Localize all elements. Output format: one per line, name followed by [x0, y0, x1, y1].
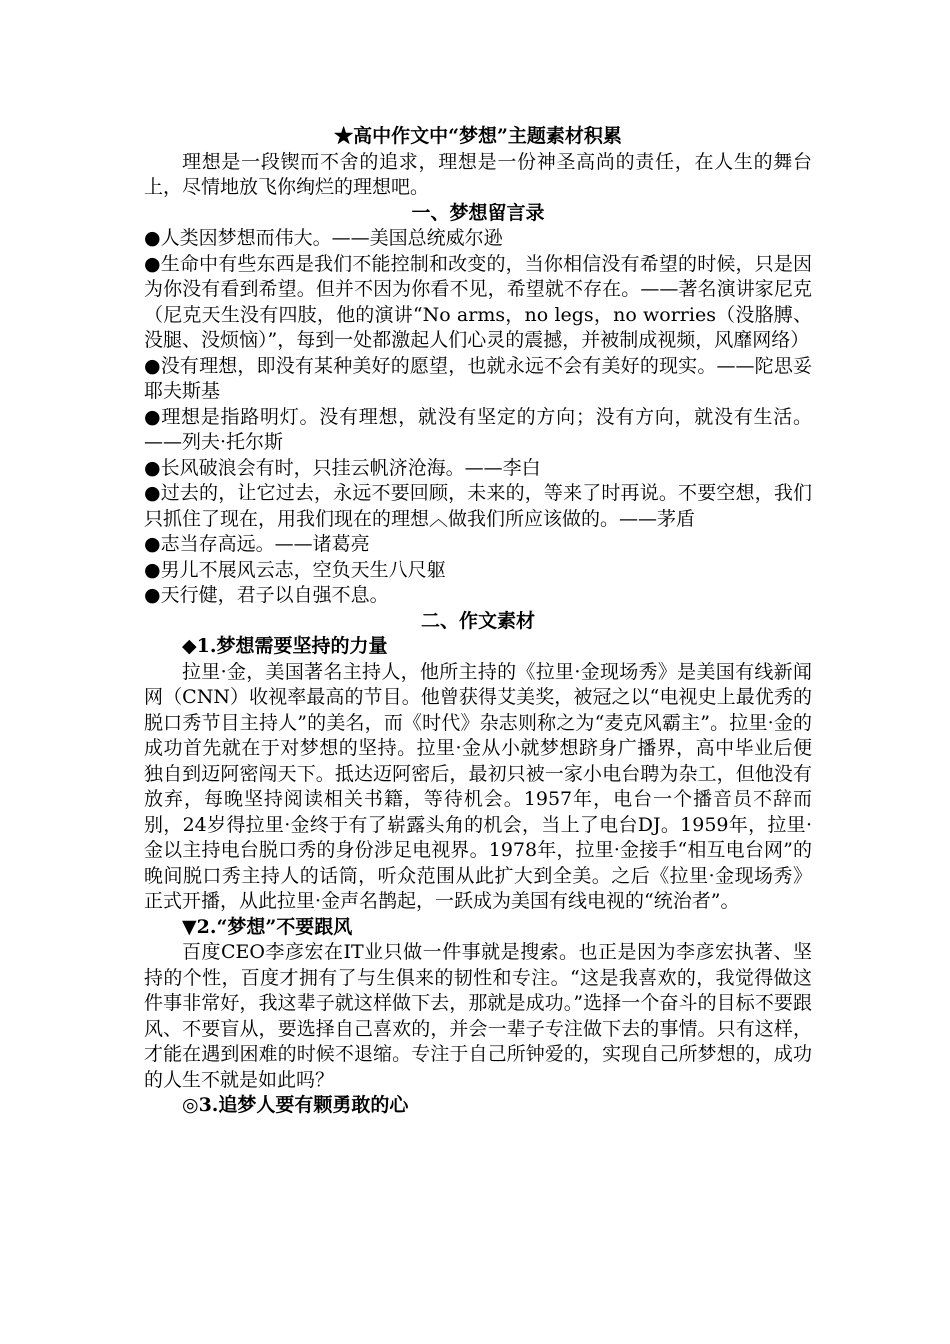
quote-item: ●理想是指路明灯。没有理想，就没有坚定的方向；没有方向，就没有生活。——列夫·托尔斯: [144, 405, 812, 453]
material-title: ▼2.“梦想”不要跟风: [182, 915, 353, 938]
quote-item: ●没有理想，即没有某种美好的愿望，也就永远不会有美好的现实。——陀思妥耶夫斯基: [144, 354, 812, 402]
material-title: ◎3.追梦人要有颗勇敢的心: [182, 1094, 409, 1116]
quote-item: ●生命中有些东西是我们不能控制和改变的，当你相信没有希望的时候，只是因为你没有看到希望。但并不因为你看不见，希望就不存在。——著名演讲家尼克（尼克天生没有四肢，他的演讲“No arms，no legs，no worries（没胳膊、没腿、没烦恼）”，每到一处都激起人们心灵的震撼，并被制成视频，风靡网络）: [144, 252, 812, 351]
quote-item: ●过去的，让它过去，永远不要回顾，未来的，等来了时再说。不要空想，我们只抓住了现在，用我们现在的理想︿做我们所应该做的。——茅盾: [144, 482, 812, 530]
quote-item: ●长风破浪会有时，只挂云帆济沧海。——李白: [144, 456, 541, 479]
quote-item: ●男儿不展风云志，空负天生八尺躯: [144, 558, 446, 581]
quote-item: ●志当存高远。——诸葛亮: [144, 533, 370, 555]
document-page: [144, 124, 812, 1119]
material-body: 拉里·金，美国著名主持人，他所主持的《拉里·金现场秀》是美国有线新闻网（CNN）收视率最高的节目。他曾获得艾美奖，被冠之以“电视史上最优秀的脱口秀节目主持人”的美名，而《时代》杂志则称之为“麦克风霸主”。拉里·金的成功首先就在于对梦想的坚持。拉里·金从小就梦想跻身广播界，高中毕业后便独自到迈阿密闯天下。抵达迈阿密后，最初只被一家小电台聘为杂工，但他没有放弃，每晚坚持阅读相关书籍，等待机会。1957年，电台一个播音员不辞而别，24岁得拉里·金终于有了崭露头角的机会，当上了电台DJ。1959年，拉里·金以主持电台脱口秀的身份涉足电视界。1978年，拉里·金接手“相互电台网”的晚间脱口秀主持人的话筒，听众范围从此扩大到全美。之后《拉里·金现场秀》正式开播，从此拉里·金声名鹊起，一跃成为美国有线电视的“统治者”。: [144, 660, 812, 912]
section-heading-quotes: 一、梦想留言录: [411, 201, 545, 224]
document-title: ★高中作文中“梦想”主题素材积累: [334, 125, 622, 147]
quote-item: ●天行健，君子以自强不息。: [144, 584, 389, 606]
material-body: 百度CEO李彦宏在IT业只做一件事就是搜索。也正是因为李彦宏执著、坚持的个性，百度才拥有了与生俱来的韧性和专注。“这是我喜欢的，我觉得做这件事非常好，我这辈子就这样做下去，那就是成功。”选择一个奋斗的目标不要跟风、不要盲从，要选择自己喜欢的，并会一辈子专注做下去的事情。只有这样，才能在遇到困难的时候不退缩。专注于自己所钟爱的，实现自己所梦想的，成功的人生不就是如此吗？: [144, 941, 812, 1091]
quote-item: ●人类因梦想而伟大。——美国总统威尔逊: [144, 227, 503, 249]
section-heading-materials: 二、作文素材: [420, 609, 535, 632]
material-title: ◆1.梦想需要坚持的力量: [182, 635, 388, 657]
intro-paragraph: 理想是一段锲而不舍的追求，理想是一份神圣高尚的责任，在人生的舞台上，尽情地放飞你绚烂的理想吧。: [144, 150, 812, 198]
